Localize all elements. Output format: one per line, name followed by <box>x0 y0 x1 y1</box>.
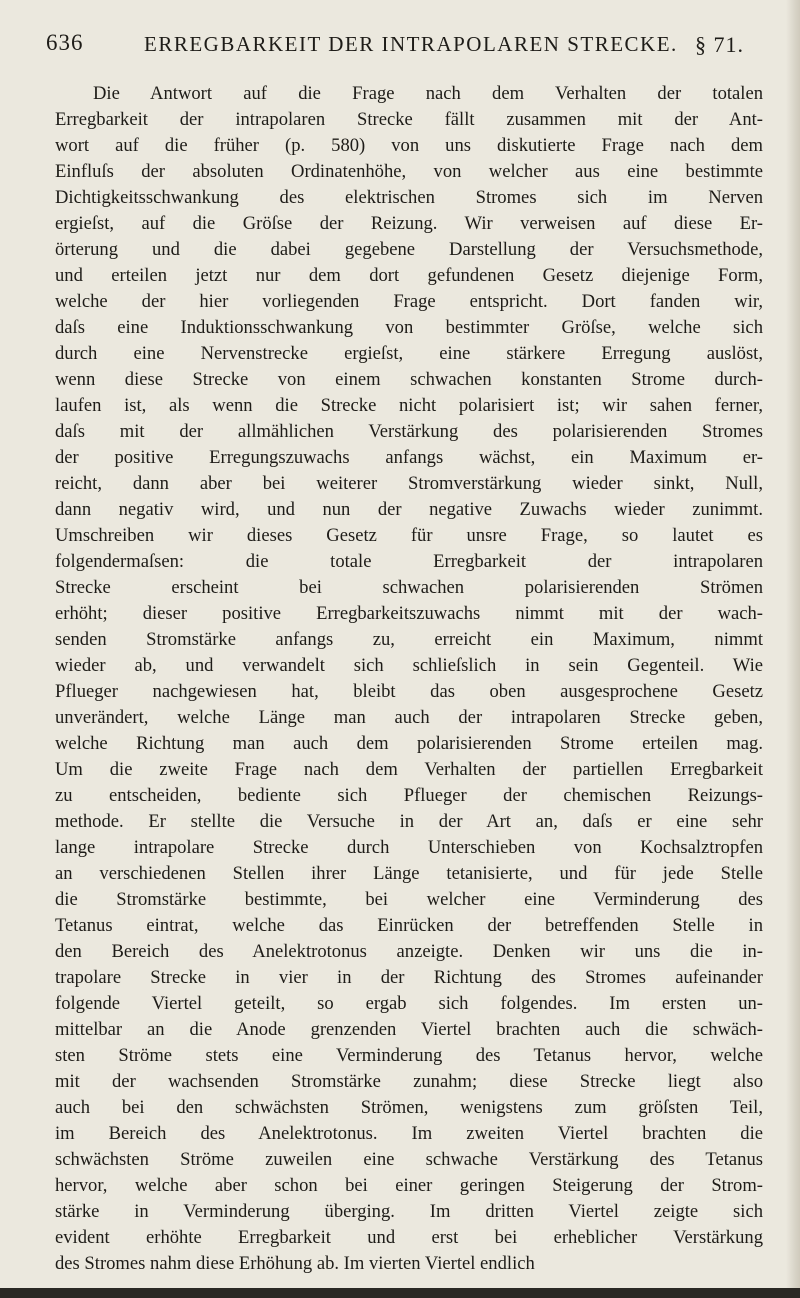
text-line: welche Richtung man auch dem polarisierenden Strome erteilen mag. <box>55 733 763 754</box>
text-line: sten Ströme stets eine Verminderung des Tetanus hervor, welche <box>55 1045 763 1066</box>
text-line: Die Antwort auf die Frage nach dem Verhalten der totalen <box>93 83 763 104</box>
text-line: Pflueger nachgewiesen hat, bleibt das oben ausgesprochene Gesetz <box>55 681 763 702</box>
running-title: ERREGBARKEIT DER INTRAPOLAREN STRECKE. <box>144 32 678 56</box>
text-line: dann negativ wird, und nun der negative Zuwachs wieder zunimmt. <box>55 499 763 520</box>
text-line: Erregbarkeit der intrapolaren Strecke fällt zusammen mit der Ant- <box>55 109 763 130</box>
text-line: welche der hier vorliegenden Frage entspricht. Dort fanden wir, <box>55 291 763 312</box>
text-line: den Bereich des Anelektrotonus anzeigte. Denken wir uns die in- <box>55 941 763 962</box>
text-line: Tetanus eintrat, welche das Einrücken der betreffenden Stelle in <box>55 915 763 936</box>
text-line: senden Stromstärke anfangs zu, erreicht ein Maximum, nimmt <box>55 629 763 650</box>
page-header <box>46 30 766 60</box>
page-number: 636 <box>46 30 84 55</box>
text-line: laufen ist, als wenn die Strecke nicht polarisiert ist; wir sahen ferner, <box>55 395 763 416</box>
text-line: trapolare Strecke in vier in der Richtung des Stromes aufeinander <box>55 967 763 988</box>
text-line: Um die zweite Frage nach dem Verhalten der partiellen Erregbarkeit <box>55 759 763 780</box>
text-line: schwächsten Ströme zuweilen eine schwache Verstärkung des Tetanus <box>55 1149 763 1170</box>
section-number: § 71. <box>695 32 744 57</box>
text-line: Dichtigkeitsschwankung des elektrischen Stromes sich im Nerven <box>55 187 763 208</box>
text-line: methode. Er stellte die Versuche in der Art an, daſs er eine sehr <box>55 811 763 832</box>
text-line: erhöht; dieser positive Erregbarkeitszuwachs nimmt mit der wach- <box>55 603 763 624</box>
text-line: unverändert, welche Länge man auch der intrapolaren Strecke geben, <box>55 707 763 728</box>
text-line: örterung und die dabei gegebene Darstellung der Versuchsmethode, <box>55 239 763 260</box>
text-line: daſs eine Induktionsschwankung von bestimmter Gröſse, welche sich <box>55 317 763 338</box>
text-line: wieder ab, und verwandelt sich schlieſslich in sein Gegenteil. Wie <box>55 655 763 676</box>
body-text <box>55 81 763 1277</box>
text-line: Strecke erscheint bei schwachen polarisierenden Strömen <box>55 577 763 598</box>
text-line: Einfluſs der absoluten Ordinatenhöhe, von welcher aus eine bestimmte <box>55 161 763 182</box>
text-line: durch eine Nervenstrecke ergieſst, eine stärkere Erregung auslöst, <box>55 343 763 364</box>
text-line: evident erhöhte Erregbarkeit und erst bei erheblicher Verstärkung <box>55 1227 763 1248</box>
text-line: folgendermaſsen: die totale Erregbarkeit der intrapolaren <box>55 551 763 572</box>
text-line: im Bereich des Anelektrotonus. Im zweiten Viertel brachten die <box>55 1123 763 1144</box>
text-line: an verschiedenen Stellen ihrer Länge tetanisierte, und für jede Stelle <box>55 863 763 884</box>
text-line: ergieſst, auf die Gröſse der Reizung. Wir verweisen auf diese Er- <box>55 213 763 234</box>
text-line: die Stromstärke bestimmte, bei welcher eine Verminderung des <box>55 889 763 910</box>
text-line: mittelbar an die Anode grenzenden Viertel brachten auch die schwäch- <box>55 1019 763 1040</box>
text-line: stärke in Verminderung überging. Im dritten Viertel zeigte sich <box>55 1201 763 1222</box>
text-line: zu entscheiden, bediente sich Pflueger der chemischen Reizungs- <box>55 785 763 806</box>
text-line: mit der wachsenden Stromstärke zunahm; diese Strecke liegt also <box>55 1071 763 1092</box>
text-line: wort auf die früher (p. 580) von uns diskutierte Frage nach dem <box>55 135 763 156</box>
text-line: der positive Erregungszuwachs anfangs wächst, ein Maximum er- <box>55 447 763 468</box>
text-line: wenn diese Strecke von einem schwachen konstanten Strome durch- <box>55 369 763 390</box>
text-line: des Stromes nahm diese Erhöhung ab. Im vierten Viertel endlich <box>55 1253 535 1274</box>
text-line: folgende Viertel geteilt, so ergab sich folgendes. Im ersten un- <box>55 993 763 1014</box>
text-line: hervor, welche aber schon bei einer geringen Steigerung der Strom- <box>55 1175 763 1196</box>
text-line: und erteilen jetzt nur dem dort gefundenen Gesetz diejenige Form, <box>55 265 763 286</box>
scan-bottom-edge <box>0 1288 800 1298</box>
text-line: lange intrapolare Strecke durch Unterschieben von Kochsalztropfen <box>55 837 763 858</box>
page-edge-shadow <box>786 0 800 1298</box>
text-line: Umschreiben wir dieses Gesetz für unsre Frage, so lautet es <box>55 525 763 546</box>
text-line: reicht, dann aber bei weiterer Stromverstärkung wieder sinkt, Null, <box>55 473 763 494</box>
text-line: auch bei den schwächsten Strömen, wenigstens zum gröſsten Teil, <box>55 1097 763 1118</box>
text-line: daſs mit der allmählichen Verstärkung des polarisierenden Stromes <box>55 421 763 442</box>
